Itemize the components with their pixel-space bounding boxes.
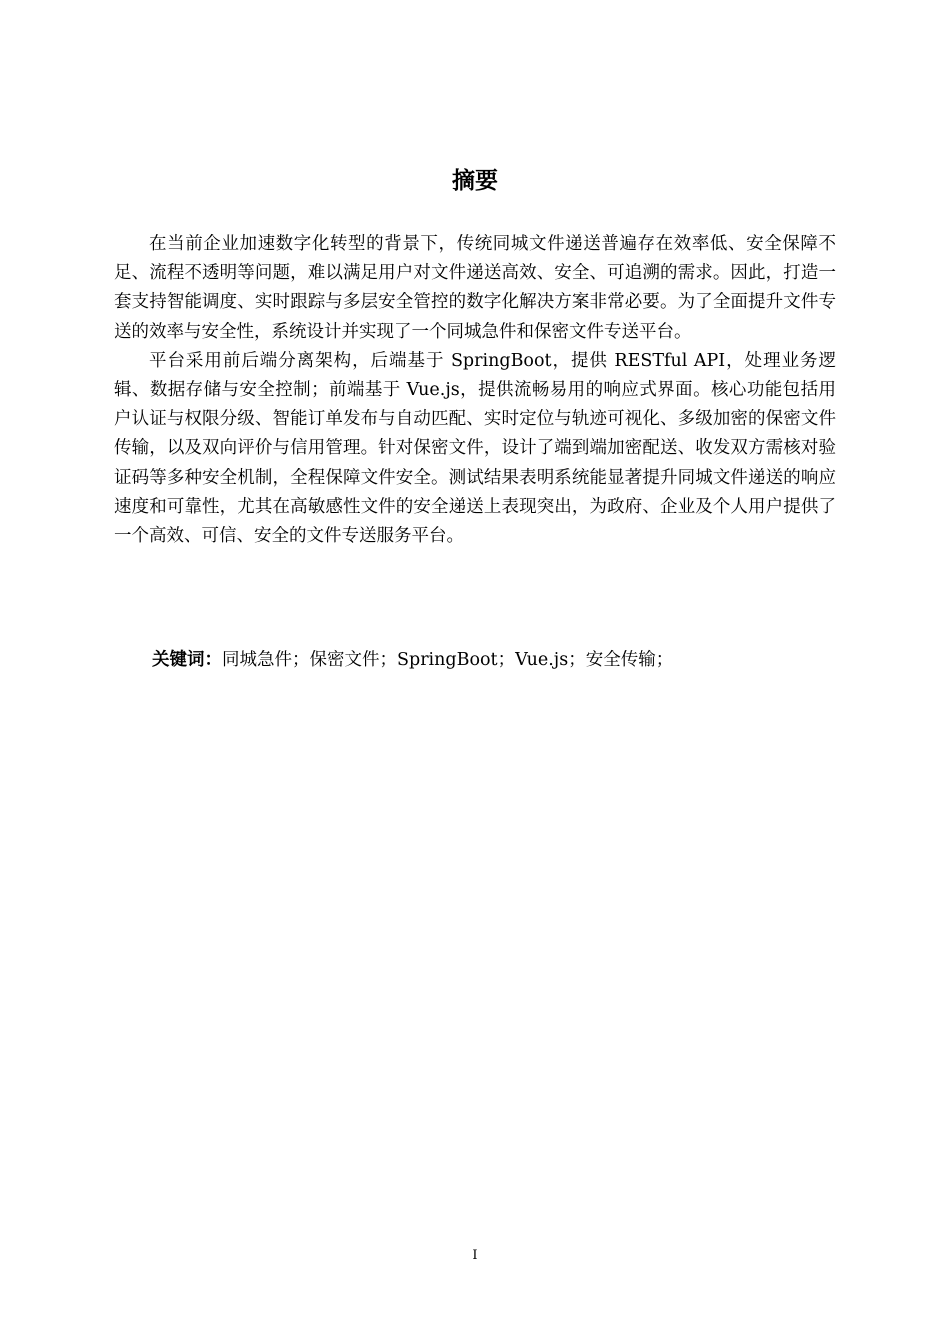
keywords-line xyxy=(152,646,842,674)
page-number: I xyxy=(472,1248,478,1263)
keywords-text: 同城急件；保密文件；SpringBoot；Vue.js；安全传输； xyxy=(222,650,674,670)
abstract-title: 摘要 xyxy=(452,168,498,194)
abstract-paragraph-1: 在当前企业加速数字化转型的背景下，传统同城文件递送普遍存在效率低、安全保障不足、流程不透明等问题，难以满足用户对文件递送高效、安全、可追溯的需求。因此，打造一套支持智能调度、实时跟踪与多层安全管控的数字化解决方案非常必要。为了全面提升文件专送的效率与安全性，系统设计并实现了一个同城急件和保密文件专送平台。 xyxy=(114,234,836,342)
keywords-label: 关键词： xyxy=(152,650,222,670)
abstract-paragraph-2: 平台采用前后端分离架构，后端基于 SpringBoot，提供 RESTful API，处理业务逻辑、数据存储与安全控制；前端基于 Vue.js，提供流畅易用的响应式界面。核心功能包括用户认证与权限分级、智能订单发布与自动匹配、实时定位与轨迹可视化、多级加密的保密文件传输，以及双向评价与信用管理。针对保密文件，设计了端到端加密配送、收发双方需核对验证码等多种安全机制，全程保障文件安全。测试结果表明系统能显著提升同城文件递送的响应速度和可靠性，尤其在高敏感性文件的安全递送上表现突出，为政府、企业及个人用户提供了一个高效、可信、安全的文件专送服务平台。 xyxy=(114,350,836,547)
abstract-body xyxy=(114,230,836,551)
